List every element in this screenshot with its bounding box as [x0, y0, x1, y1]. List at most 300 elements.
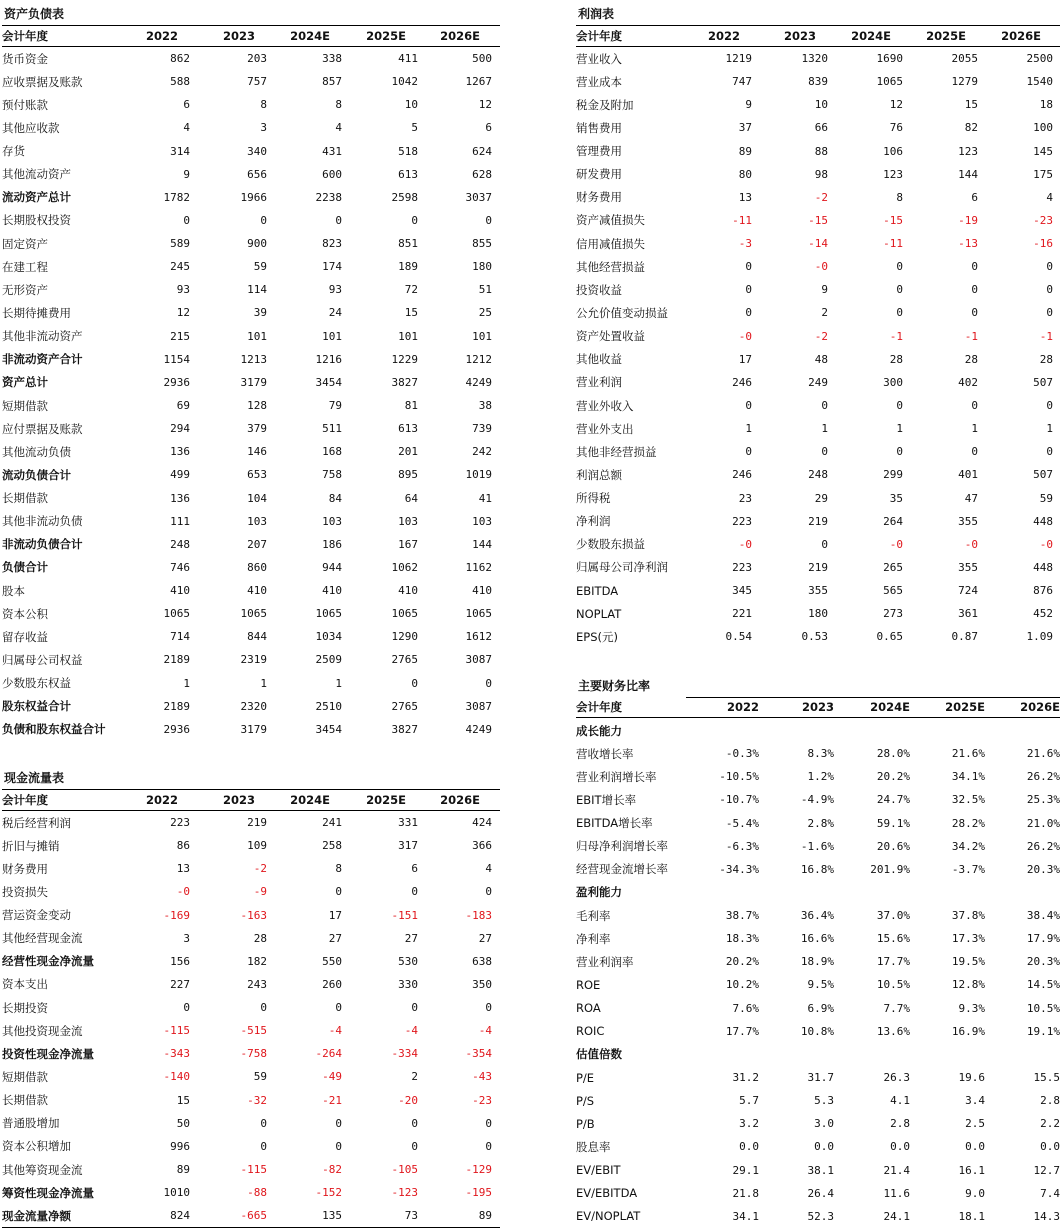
value-cell: 35	[889, 491, 903, 505]
row-label: 营运资金变动	[2, 908, 71, 923]
value-cell: 19.6	[958, 1071, 985, 1084]
value-cell: 20.2%	[725, 955, 759, 969]
row-label: 其他非流动负债	[2, 514, 83, 529]
value-cell: 9.3%	[958, 1001, 985, 1015]
income-header-row	[576, 25, 1060, 47]
value-cell: 8.3%	[807, 747, 834, 761]
value-cell: 219	[808, 514, 828, 528]
table-row	[576, 742, 1060, 765]
table-row	[2, 510, 500, 533]
value-cell: 180	[808, 607, 828, 621]
table-row	[576, 116, 1060, 139]
value-cell: 264	[883, 514, 903, 528]
value-cell: 207	[247, 537, 267, 551]
row-label: 存货	[2, 144, 25, 159]
value-cell: 37	[738, 121, 752, 135]
table-row	[576, 973, 1060, 996]
value-cell: 2.8	[890, 1117, 910, 1131]
value-cell: 1.09	[1026, 630, 1053, 644]
value-cell: 32.5%	[951, 793, 985, 807]
header-year-2: 2023	[801, 700, 834, 714]
table-row	[576, 1043, 1060, 1066]
balance-header-row	[2, 25, 500, 47]
value-cell: 1162	[465, 560, 492, 574]
value-cell: -115	[163, 1024, 190, 1038]
value-cell: 18.3%	[725, 932, 759, 946]
value-cell: 72	[404, 283, 418, 297]
value-cell: -6.3%	[725, 839, 759, 853]
value-cell: -129	[465, 1163, 492, 1176]
row-label: EBITDA增长率	[576, 816, 653, 831]
value-cell: 145	[1033, 144, 1053, 158]
value-cell: -0	[1039, 537, 1053, 551]
header-year-5: 2026E	[440, 793, 480, 807]
value-cell: 101	[472, 329, 492, 343]
value-cell: 2936	[163, 722, 190, 736]
row-label: 资产处置收益	[576, 329, 645, 344]
table-row	[576, 348, 1060, 371]
value-cell: 21.4	[883, 1163, 910, 1177]
row-label: 投资收益	[576, 282, 622, 297]
value-cell: 36.4%	[800, 909, 834, 923]
value-cell: -0	[738, 537, 752, 551]
value-cell: 1212	[465, 352, 492, 366]
value-cell: 565	[883, 584, 903, 598]
value-cell: -151	[391, 908, 418, 922]
value-cell: 14.5%	[1026, 978, 1060, 992]
table-row	[2, 301, 500, 324]
value-cell: 12	[889, 98, 903, 112]
value-cell: 28	[1039, 352, 1053, 366]
table-row	[2, 47, 500, 70]
value-cell: 0.0	[814, 1140, 834, 1154]
value-cell: 258	[322, 839, 342, 853]
value-cell: 2765	[391, 653, 418, 667]
value-cell: 5.3	[814, 1094, 834, 1108]
value-cell: 0	[411, 885, 418, 899]
value-cell: 27	[404, 931, 418, 945]
value-cell: -82	[322, 1163, 342, 1176]
value-cell: 1154	[163, 352, 190, 366]
value-cell: 28.0%	[876, 747, 910, 761]
value-cell: 7.7%	[883, 1001, 910, 1015]
value-cell: 167	[398, 537, 418, 551]
value-cell: 37.8%	[951, 909, 985, 923]
section-label: 盈利能力	[576, 885, 622, 900]
table-row	[2, 857, 500, 880]
row-label: 资产总计	[2, 375, 48, 390]
value-cell: 0	[411, 676, 418, 690]
header-year-5: 2026E	[1001, 29, 1041, 43]
row-label: 其他投资现金流	[2, 1023, 83, 1038]
value-cell: -354	[465, 1047, 492, 1061]
value-cell: 15.5	[1033, 1071, 1060, 1084]
header-year-5: 2026E	[440, 29, 480, 43]
value-cell: 3179	[240, 722, 267, 736]
value-cell: 628	[472, 167, 492, 181]
value-cell: 10.5%	[876, 978, 910, 992]
row-label: 其他流动负债	[2, 444, 71, 459]
value-cell: -10.7%	[719, 793, 759, 807]
value-cell: 3454	[315, 375, 342, 389]
value-cell: 0	[411, 1139, 418, 1153]
value-cell: 944	[322, 560, 342, 574]
table-row	[2, 625, 500, 648]
table-row	[576, 765, 1060, 788]
header-label: 会计年度	[576, 29, 622, 43]
value-cell: -665	[240, 1209, 267, 1223]
value-cell: 31.7	[807, 1071, 834, 1084]
value-cell: -0.3%	[725, 747, 759, 761]
value-cell: 29	[814, 491, 828, 505]
value-cell: 5.7	[739, 1094, 759, 1108]
value-cell: -5.4%	[725, 816, 759, 830]
table-row	[2, 834, 500, 857]
table-row	[2, 486, 500, 509]
value-cell: 350	[472, 977, 492, 991]
row-label: 短期借款	[2, 398, 48, 413]
value-cell: 996	[170, 1139, 190, 1153]
row-label: 负债和股东权益合计	[2, 722, 106, 737]
value-cell: 1	[971, 422, 978, 436]
value-cell: 101	[322, 329, 342, 343]
value-cell: 1065	[391, 607, 418, 621]
value-cell: 12.8%	[951, 978, 985, 992]
value-cell: 500	[472, 52, 492, 66]
value-cell: 189	[398, 260, 418, 274]
value-cell: 93	[328, 283, 342, 297]
section-label: 成长能力	[576, 723, 622, 738]
table-row	[2, 718, 500, 741]
table-row	[2, 463, 500, 486]
value-cell: 511	[322, 422, 342, 436]
value-cell: 227	[170, 977, 190, 991]
row-label: 长期待摊费用	[2, 305, 71, 320]
value-cell: 26.3	[883, 1071, 910, 1084]
table-row	[576, 47, 1060, 70]
table-row	[576, 186, 1060, 209]
value-cell: 246	[732, 375, 752, 389]
value-cell: 19.1%	[1026, 1024, 1060, 1038]
value-cell: 0	[821, 399, 828, 412]
row-label: P/B	[576, 1116, 595, 1131]
value-cell: 41	[478, 491, 492, 505]
value-cell: 39	[253, 306, 267, 320]
value-cell: 26.2%	[1026, 770, 1060, 784]
value-cell: 241	[322, 816, 342, 830]
row-label: 长期借款	[2, 491, 48, 506]
value-cell: -23	[1033, 213, 1053, 227]
value-cell: 3179	[240, 375, 267, 389]
value-cell: 2055	[951, 52, 978, 66]
value-cell: 10	[814, 98, 828, 112]
row-label: 利润总额	[576, 467, 622, 482]
value-cell: 0	[896, 306, 903, 320]
row-label: 经营现金流增长率	[576, 862, 668, 877]
value-cell: -4	[404, 1024, 418, 1038]
table-row	[576, 1158, 1060, 1181]
value-cell: 29.1	[732, 1163, 759, 1177]
value-cell: 3827	[391, 722, 418, 736]
value-cell: 249	[808, 375, 828, 389]
row-label: 投资损失	[2, 884, 48, 899]
value-cell: -0	[964, 537, 978, 551]
value-cell: 588	[170, 75, 190, 89]
table-row	[576, 486, 1060, 509]
value-cell: -13	[958, 237, 978, 251]
row-label: 其他经营现金流	[2, 931, 83, 946]
value-cell: 1267	[465, 75, 492, 89]
table-row	[576, 950, 1060, 973]
value-cell: 1216	[315, 352, 342, 366]
value-cell: 59	[253, 1070, 267, 1084]
value-cell: 19.5%	[951, 955, 985, 969]
value-cell: 3.2	[739, 1117, 759, 1131]
value-cell: 2598	[391, 190, 418, 204]
value-cell: 379	[247, 422, 267, 436]
value-cell: 355	[958, 514, 978, 528]
value-cell: -2	[814, 190, 828, 204]
value-cell: 2189	[163, 699, 190, 713]
value-cell: -0	[814, 260, 828, 274]
row-label: 归属母公司净利润	[576, 560, 668, 575]
value-cell: -19	[958, 213, 978, 227]
header-year-1: 2022	[145, 29, 178, 43]
row-label: 投资性现金净流量	[2, 1046, 94, 1061]
value-cell: 3.4	[965, 1094, 985, 1108]
value-cell: 739	[472, 422, 492, 436]
ratios-header-row	[576, 697, 1060, 717]
value-cell: 10	[404, 98, 418, 112]
value-cell: -163	[240, 908, 267, 922]
value-cell: 20.3%	[1026, 955, 1060, 969]
table-row	[2, 1019, 500, 1042]
value-cell: 25	[478, 306, 492, 320]
value-cell: 401	[958, 468, 978, 482]
header-year-4: 2025E	[926, 29, 966, 43]
balance-sheet-title: 资产负债表	[4, 7, 65, 21]
value-cell: 3087	[465, 699, 492, 713]
value-cell: 221	[732, 607, 752, 621]
row-label: EBITDA	[576, 583, 619, 598]
header-year-2: 2023	[783, 29, 816, 43]
value-cell: 8	[260, 98, 267, 112]
value-cell: 168	[322, 445, 342, 459]
row-label: 毛利率	[576, 908, 611, 923]
value-cell: 215	[170, 329, 190, 343]
row-label: NOPLAT	[576, 606, 622, 621]
value-cell: 24.1	[883, 1209, 910, 1223]
row-label: 其他应收款	[2, 120, 60, 135]
value-cell: 3	[260, 121, 267, 135]
table-row	[2, 278, 500, 301]
row-label: 应付票据及账款	[2, 421, 83, 436]
value-cell: 8	[896, 190, 903, 204]
value-cell: 219	[808, 560, 828, 574]
value-cell: 144	[472, 537, 492, 551]
value-cell: 12	[176, 306, 190, 320]
row-label: 归属母公司权益	[2, 652, 83, 667]
value-cell: 0	[183, 213, 190, 227]
table-row	[576, 927, 1060, 950]
row-label: 其他筹资现金流	[2, 1162, 83, 1177]
value-cell: 851	[398, 237, 418, 251]
value-cell: 1065	[315, 607, 342, 621]
row-label: 营业外支出	[576, 421, 634, 436]
row-label: ROA	[576, 1001, 601, 1016]
value-cell: 410	[472, 584, 492, 598]
value-cell: 0.54	[725, 630, 752, 644]
value-cell: 4249	[465, 722, 492, 736]
value-cell: 223	[170, 816, 190, 830]
ratios-header-rule-top	[686, 697, 1060, 698]
value-cell: 219	[247, 816, 267, 830]
value-cell: -0	[738, 329, 752, 343]
value-cell: -0	[889, 537, 903, 551]
value-cell: 38	[478, 399, 492, 412]
value-cell: 103	[247, 514, 267, 528]
value-cell: 28	[964, 352, 978, 366]
row-label: EPS(元)	[576, 629, 618, 644]
value-cell: -195	[465, 1186, 492, 1200]
value-cell: 747	[732, 75, 752, 89]
value-cell: 17.7%	[725, 1024, 759, 1038]
table-row	[576, 1205, 1060, 1228]
value-cell: 0	[971, 260, 978, 274]
value-cell: 260	[322, 977, 342, 991]
value-cell: 273	[883, 607, 903, 621]
row-label: 股东权益合计	[2, 699, 71, 714]
value-cell: 79	[328, 399, 342, 412]
value-cell: 109	[247, 839, 267, 853]
value-cell: 410	[322, 584, 342, 598]
value-cell: 653	[247, 468, 267, 482]
row-label: 长期股权投资	[2, 213, 71, 228]
value-cell: -21	[322, 1093, 342, 1107]
value-cell: 366	[472, 839, 492, 853]
value-cell: 17.7%	[876, 955, 910, 969]
value-cell: 1	[260, 676, 267, 690]
value-cell: -88	[247, 1186, 267, 1200]
value-cell: 0	[745, 399, 752, 412]
value-cell: 23	[738, 491, 752, 505]
header-year-4: 2025E	[366, 793, 406, 807]
value-cell: 2509	[315, 653, 342, 667]
value-cell: 330	[398, 977, 418, 991]
value-cell: 88	[814, 144, 828, 158]
value-cell: 6	[485, 121, 492, 135]
value-cell: 2510	[315, 699, 342, 713]
value-cell: 98	[814, 167, 828, 181]
value-cell: 656	[247, 167, 267, 181]
value-cell: 10.5%	[1026, 1001, 1060, 1015]
table-row	[2, 140, 500, 163]
value-cell: 223	[732, 514, 752, 528]
value-cell: 51	[478, 283, 492, 297]
value-cell: 1690	[876, 52, 903, 66]
row-label: 少数股东权益	[2, 676, 71, 691]
value-cell: 1540	[1026, 75, 1053, 89]
value-cell: 0	[745, 260, 752, 274]
table-row	[576, 602, 1060, 625]
value-cell: 411	[398, 52, 418, 66]
value-cell: -140	[163, 1070, 190, 1084]
value-cell: 855	[472, 237, 492, 251]
ratios-title: 主要财务比率	[578, 679, 651, 693]
value-cell: 13	[176, 862, 190, 876]
value-cell: 2765	[391, 699, 418, 713]
value-cell: 1	[335, 676, 342, 690]
value-cell: 136	[170, 491, 190, 505]
value-cell: 14.3	[1033, 1209, 1060, 1223]
value-cell: 182	[247, 954, 267, 968]
value-cell: 128	[247, 399, 267, 412]
section-label: 估值倍数	[576, 1047, 622, 1062]
value-cell: -9	[253, 885, 267, 899]
value-cell: 31.2	[732, 1071, 759, 1084]
value-cell: 2.8%	[807, 816, 834, 830]
value-cell: 0	[745, 445, 752, 459]
value-cell: 6	[183, 98, 190, 112]
value-cell: 1219	[725, 52, 752, 66]
row-label: 流动负债合计	[2, 467, 71, 482]
table-row	[2, 1181, 500, 1204]
table-row	[2, 116, 500, 139]
value-cell: 201	[398, 445, 418, 459]
value-cell: 59.1%	[876, 816, 910, 830]
table-row	[2, 325, 500, 348]
value-cell: 76	[889, 121, 903, 135]
table-row	[576, 394, 1060, 417]
value-cell: 1042	[391, 75, 418, 89]
row-label: EV/EBIT	[576, 1163, 621, 1178]
table-row	[576, 371, 1060, 394]
value-cell: 0	[896, 399, 903, 412]
value-cell: 89	[478, 1209, 492, 1223]
value-cell: 26.2%	[1026, 839, 1060, 853]
cashflow-title: 现金流量表	[4, 771, 65, 785]
table-row	[2, 1065, 500, 1088]
value-cell: 20.3%	[1026, 862, 1060, 876]
row-label: 营业收入	[576, 51, 622, 66]
value-cell: 550	[322, 954, 342, 968]
value-cell: 0	[411, 1001, 418, 1015]
value-cell: 2.8	[1040, 1094, 1060, 1108]
header-year-1: 2022	[726, 700, 759, 714]
value-cell: 0.0	[890, 1140, 910, 1154]
value-cell: 1	[896, 422, 903, 436]
value-cell: 300	[883, 375, 903, 389]
value-cell: 0	[485, 1001, 492, 1015]
value-cell: 52.3	[807, 1209, 834, 1223]
cashflow-bottom-rule	[2, 1227, 500, 1228]
value-cell: 410	[170, 584, 190, 598]
value-cell: 9.0	[965, 1186, 985, 1200]
row-label: EV/NOPLAT	[576, 1209, 641, 1224]
value-cell: 8	[335, 862, 342, 876]
row-label: 公允价值变动损益	[576, 305, 668, 320]
row-label: 税后经营利润	[2, 815, 71, 830]
table-row	[576, 232, 1060, 255]
value-cell: 1	[821, 422, 828, 436]
header-year-3: 2024E	[851, 29, 891, 43]
row-label: 折旧与摊销	[2, 838, 60, 853]
table-row	[576, 1112, 1060, 1135]
ratios-header-rule-bottom	[576, 717, 1060, 718]
value-cell: 20.6%	[876, 839, 910, 853]
value-cell: 600	[322, 167, 342, 181]
value-cell: 1065	[163, 607, 190, 621]
